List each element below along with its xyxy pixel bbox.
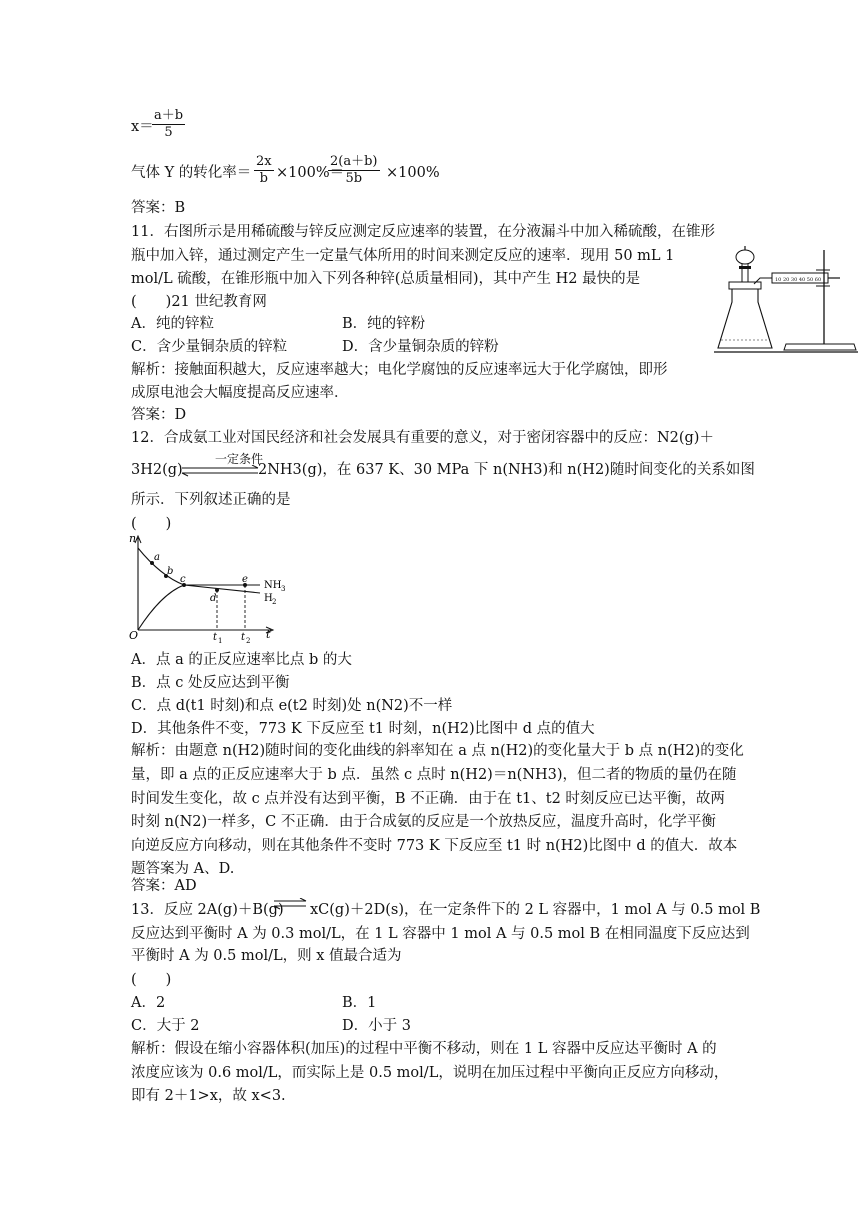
equilibrium-arrow-13 xyxy=(272,898,308,910)
syringe-scale-text: 10 20 30 40 50 60 xyxy=(775,277,822,283)
q12-line-2a: 3H2(g) xyxy=(131,462,183,478)
t2-label: t xyxy=(241,632,246,643)
nh3-curve xyxy=(138,585,260,630)
point-c-label: c xyxy=(180,574,186,585)
q13-line-1b: xC(g)＋2D(s)，在一定条件下的 2 L 容器中，1 mol A 与 0.5 mol B xyxy=(310,902,761,918)
nh3-label: NH xyxy=(264,580,282,591)
h2-label: H xyxy=(264,593,273,604)
nh3-subscript: 3 xyxy=(281,585,286,593)
conversion-label: 气体 Y 的转化率＝ xyxy=(131,165,252,181)
q12-answer: 答案：AD xyxy=(131,878,197,894)
q12-option-a: A．点 a 的正反应速率比点 b 的大 xyxy=(131,652,352,668)
point-d-label: d xyxy=(210,593,217,604)
q12-option-b: B．点 c 处反应达到平衡 xyxy=(131,675,290,691)
q12-line-2b: 2NH3(g)，在 637 K、30 MPa 下 n(NH3)和 n(H2)随时间变化的关系如图 xyxy=(258,462,755,478)
t2-subscript: 2 xyxy=(246,637,251,645)
conversion-fraction-1 xyxy=(254,154,274,187)
q13-line-1a: 13．反应 2A(g)＋B(g) xyxy=(131,902,284,918)
q11-explanation-2: 成原电池会大幅度提高反应速率． xyxy=(131,385,349,401)
q11-option-b: B．纯的锌粉 xyxy=(342,316,426,332)
q11-answer: 答案：D xyxy=(131,407,187,423)
x-fraction xyxy=(152,108,185,141)
q11-line-3: mol/L 硫酸，在锥形瓶中加入下列各种锌(总质量相同)，其中产生 H2 最快的是 xyxy=(131,271,641,287)
q13-explanation-2: 浓度应该为 0.6 mol/L，而实际上是 0.5 mol/L，说明在加压过程中平衡向正反应方向移动， xyxy=(131,1065,729,1081)
point-a-label: a xyxy=(154,552,160,563)
point-b-label: b xyxy=(167,566,174,577)
q13-option-b: B．1 xyxy=(342,995,377,1011)
x-lhs: x＝ xyxy=(131,119,154,135)
q12-option-d: D．其他条件不变，773 K 下反应至 t1 时刻，n(H2)比图中 d 点的值大 xyxy=(131,721,595,737)
origin-label: O xyxy=(129,629,139,642)
q12-explanation-5: 向逆反应方向移动，则在其他条件不变时 773 K 下反应至 t1 时 n(H2)比图中 d 的值大．故本 xyxy=(131,838,738,854)
q12-line-3: 所示．下列叙述正确的是 xyxy=(131,492,291,508)
answer-10: 答案：B xyxy=(131,200,186,216)
h2-subscript: 2 xyxy=(272,598,277,606)
q11-line-2: 瓶中加入锌，通过测定产生一定量气体所用的时间来测定反应的速率．现用 50 mL 1 xyxy=(131,248,675,264)
q13-explanation-1: 解析：假设在缩小容器体积(加压)的过程中平衡不移动，则在 1 L 容器中反应达平衡时 A 的 xyxy=(131,1041,717,1057)
conversion-end: ×100% xyxy=(386,165,440,181)
q12-option-c: C．点 d(t1 时刻)和点 e(t2 时刻)处 n(N2)不一样 xyxy=(131,698,453,714)
q13-option-d: D．小于 3 xyxy=(342,1018,411,1034)
t1-subscript: 1 xyxy=(218,637,223,645)
q13-explanation-3: 即有 2＋1>x，故 x<3. xyxy=(131,1088,286,1104)
fraction-2-numerator: 2(a＋b) xyxy=(330,154,378,169)
fraction-2-denominator: 5b xyxy=(345,171,363,186)
q13-option-c: C．大于 2 xyxy=(131,1018,200,1034)
y-axis-label: n xyxy=(129,532,137,545)
q11-option-d: D．含少量铜杂质的锌粉 xyxy=(342,339,499,355)
q11-option-c: C．含少量铜杂质的锌粒 xyxy=(131,339,288,355)
equilibrium-arrow xyxy=(180,465,260,477)
q13-option-a: A．2 xyxy=(131,995,166,1011)
reaction-apparatus-illustration xyxy=(712,244,860,356)
q12-condition: 一定条件 xyxy=(215,452,264,466)
q13-line-3: 平衡时 A 为 0.5 mol/L，则 x 值最合适为 xyxy=(131,948,402,964)
conversion-mid: ×100%＝ xyxy=(276,165,345,181)
q13-line-2: 反应达到平衡时 A 为 0.3 mol/L，在 1 L 容器中 1 mol A 与 0.5 mol B 在相同温度下反应达到 xyxy=(131,926,750,942)
x-denominator: 5 xyxy=(164,125,173,140)
n-t-graph xyxy=(126,530,296,645)
conversion-fraction-2 xyxy=(328,154,380,187)
fraction-1-numerator: 2x xyxy=(256,154,272,169)
t1-label: t xyxy=(213,632,218,643)
q13-line-4: ( ) xyxy=(131,972,172,988)
fraction-1-denominator: b xyxy=(259,171,268,186)
q11-explanation-1: 解析：接触面积越大，反应速率越大；电化学腐蚀的反应速率远大于化学腐蚀，即形 xyxy=(131,362,668,378)
q12-explanation-4: 时刻 n(N2)一样多，C 不正确．由于合成氨的反应是一个放热反应，温度升高时，化学平衡 xyxy=(131,814,716,830)
q12-explanation-6: 题答案为 A、D. xyxy=(131,861,235,877)
q11-line-4: ( )21 世纪教育网 xyxy=(131,294,267,310)
q12-line-4: ( ) xyxy=(131,516,172,532)
point-e-label: e xyxy=(242,574,248,585)
q11-line-1: 11．右图所示是用稀硫酸与锌反应测定反应速率的装置，在分液漏斗中加入稀硫酸，在锥形 xyxy=(131,224,715,240)
x-numerator: a＋b xyxy=(154,108,184,123)
q12-explanation-3: 时间发生变化，故 c 点并没有达到平衡，B 不正确．由于在 t1、t2 时刻反应已达平衡，故两 xyxy=(131,791,725,807)
q12-line-1: 12．合成氨工业对国民经济和社会发展具有重要的意义，对于密闭容器中的反应：N2(g)＋ xyxy=(131,430,714,446)
x-axis-label: t xyxy=(266,628,271,641)
q11-option-a: A．纯的锌粒 xyxy=(131,316,214,332)
q12-explanation-1: 解析：由题意 n(H2)随时间的变化曲线的斜率知在 a 点 n(H2)的变化量大于 b 点 n(H2)的变化 xyxy=(131,743,744,759)
q12-explanation-2: 量，即 a 点的正反应速率大于 b 点．虽然 c 点时 n(H2)＝n(NH3)，但二者的物质的量仍在随 xyxy=(131,767,737,783)
